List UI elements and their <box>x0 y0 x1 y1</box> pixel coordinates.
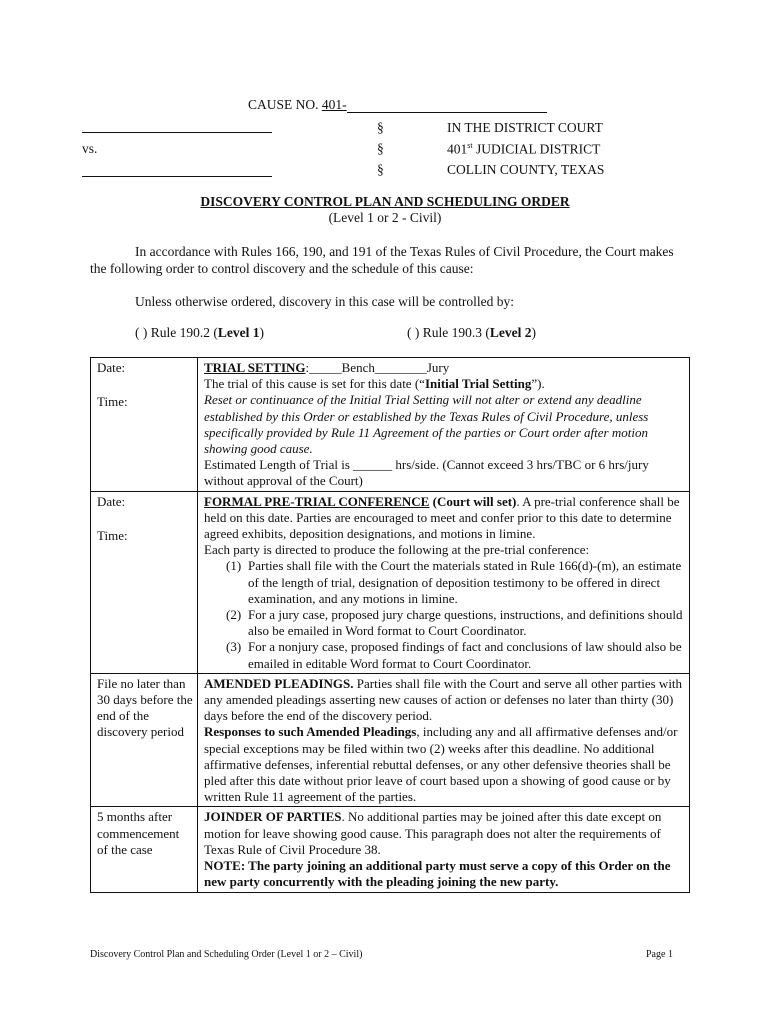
court-line-3: COLLIN COUNTY, TEXAS <box>447 162 605 177</box>
pretrial-items-list <box>204 558 685 671</box>
joinder-cell: JOINDER OF PARTIES. No additional parties may be joined after this date except on motion for leave showing good cause. This paragraph does not alter the requirements of Texas Rule of Civil Procedure 38. NOTE: The party joining an additional party must serve a copy of this Order on the new party concurrently with the pleading joining the new party. <box>198 807 690 892</box>
cause-prefix: 401- <box>321 97 347 112</box>
time-label: Time: <box>97 394 128 410</box>
document-subtitle: (Level 1 or 2 - Civil) <box>328 210 442 225</box>
list-item: (1) Parties shall file with the Court the materials stated in Rule 166(d)-(m), an estimate of the length of trial, designation of deposition testimony to be offered in direct examination, and any motions in limine. <box>226 558 682 606</box>
vs-label: vs. <box>82 141 98 156</box>
list-item: (3) For a nonjury case, proposed findings of fact and conclusions of law should also be emailed in editable Word format to Court Coordinator. <box>226 639 682 671</box>
trial-date-cell[interactable] <box>91 358 198 492</box>
responses-heading: Responses to such Amended Pleadings <box>204 724 417 740</box>
plaintiff-blank[interactable] <box>82 132 272 133</box>
list-item: (2) For a jury case, proposed jury charge questions, instructions, and definitions should also be emailed in Word format to Court Coordinator. <box>226 607 683 639</box>
schedule-table <box>90 357 690 893</box>
trial-length-text: Estimated Length of Trial is ______ hrs/side. (Cannot exceed 3 hrs/TBC or 6 hrs/jury without approval of the Court) <box>204 457 649 489</box>
table-row-pretrial <box>91 491 690 673</box>
intro-paragraph: In accordance with Rules 166, 190, and 191 of the Texas Rules of Civil Procedure, the Court makes the following order to control discovery and the schedule of this cause: <box>90 244 674 276</box>
controlled-by-paragraph: Unless otherwise ordered, discovery in this case will be controlled by: <box>135 294 515 309</box>
table-row-trial <box>91 358 690 492</box>
section-symbol: § <box>377 120 384 135</box>
pretrial-date-cell[interactable] <box>91 491 198 673</box>
table-row-joinder <box>91 807 690 892</box>
date-label: Date: <box>97 360 126 375</box>
option-level-2[interactable]: ( ) Rule 190.3 (Level 2) <box>407 325 536 340</box>
joinder-heading: JOINDER OF PARTIES <box>204 809 342 825</box>
trial-reset-notice: Reset or continuance of the Initial Trial Setting will not alter or extend any deadline established by this Order or established by the Texas Rules of Civil Procedure, unless specifically provided by Rule 11 Agreement of the parties or Court order after motion showing good cause. <box>204 392 649 457</box>
joinder-deadline-cell: 5 months after commencement of the case <box>91 807 198 892</box>
trial-setting-heading: TRIAL SETTING <box>204 360 306 375</box>
court-line-2: 401st JUDICIAL DISTRICT <box>447 141 601 157</box>
cause-number-blank[interactable] <box>347 98 547 113</box>
footer-title: Discovery Control Plan and Scheduling Order (Level 1 or 2 – Civil) <box>90 949 363 960</box>
table-row-amended <box>91 673 690 807</box>
cause-label: CAUSE NO. <box>248 97 319 112</box>
page-number: Page 1 <box>646 949 673 960</box>
time-label: Time: <box>97 527 128 543</box>
date-label: Date: <box>97 493 126 509</box>
section-symbol: § <box>377 141 384 156</box>
amended-heading: AMENDED PLEADINGS. <box>204 675 354 691</box>
defendant-blank[interactable] <box>82 176 272 177</box>
amended-pleadings-cell: AMENDED PLEADINGS. Parties shall file with the Court and serve all other parties with any amended pleadings asserting new causes of action or defenses no later than thirty (30) days before the end of the discovery period. Responses to such Amended Pleadings, including any and all affirmative defenses and/or special exceptions may be filed within two (2) weeks after this deadline. No additional affirmative defenses, inferential rebuttal defenses, or any other defensive theories shall be pled after this date without prior leave of court based upon a showing of good cause or by written Rule 11 agreement of the parties. <box>198 673 690 807</box>
joinder-note: NOTE: The party joining an additional party must serve a copy of this Order on the new party concurrently with the pleading joining the new party. <box>204 858 671 890</box>
option-level-1[interactable]: ( ) Rule 190.2 (Level 1) <box>135 325 264 340</box>
amended-deadline-cell: File no later than 30 days before the end of the discovery period <box>91 673 198 807</box>
trial-setting-cell: TRIAL SETTING:_____Bench________Jury The trial of this cause is set for this date (“Initial Trial Setting”). Reset or continuance of the Initial Trial Setting will not alter or extend any deadline established by this Order or established by the Texas Rules of Civil Procedure, unless specifically provided by Rule 11 Agreement of the parties or Court order after motion showing good cause. Estimated Length of Trial is ______ hrs/side. (Cannot exceed 3 hrs/TBC or 6 hrs/jury without approval of the Court) <box>198 358 690 492</box>
section-symbol: § <box>377 162 384 177</box>
court-line-1: IN THE DISTRICT COURT <box>447 120 603 135</box>
document-title: DISCOVERY CONTROL PLAN AND SCHEDULING ORDER <box>200 194 570 209</box>
pretrial-conference-cell: FORMAL PRE-TRIAL CONFERENCE (Court will set). A pre-trial conference shall be held on this date. Parties are encouraged to meet and confer prior to this date to determine agreed exhibits, deposition designations, and motions in limine. Each party is directed to produce the following at the pre-trial conference: (1) Parties shall file with the Court the materials stated in Rule 166(d)-(m), an estimate of the length of trial, designation of deposition testimony to be offered in direct examination, and any motions in limine. (2) For a jury case, proposed jury charge questions, instructions, and definitions should also be emailed in Word format to Court Coordinator. (3) For a nonjury case, proposed findings of fact and conclusions of law should also be emailed in editable Word format to Court Coordinator. <box>198 491 690 673</box>
pretrial-heading: FORMAL PRE-TRIAL CONFERENCE <box>204 493 430 509</box>
cause-number <box>248 97 547 113</box>
trial-type-blanks[interactable]: :_____Bench________Jury <box>305 360 450 375</box>
